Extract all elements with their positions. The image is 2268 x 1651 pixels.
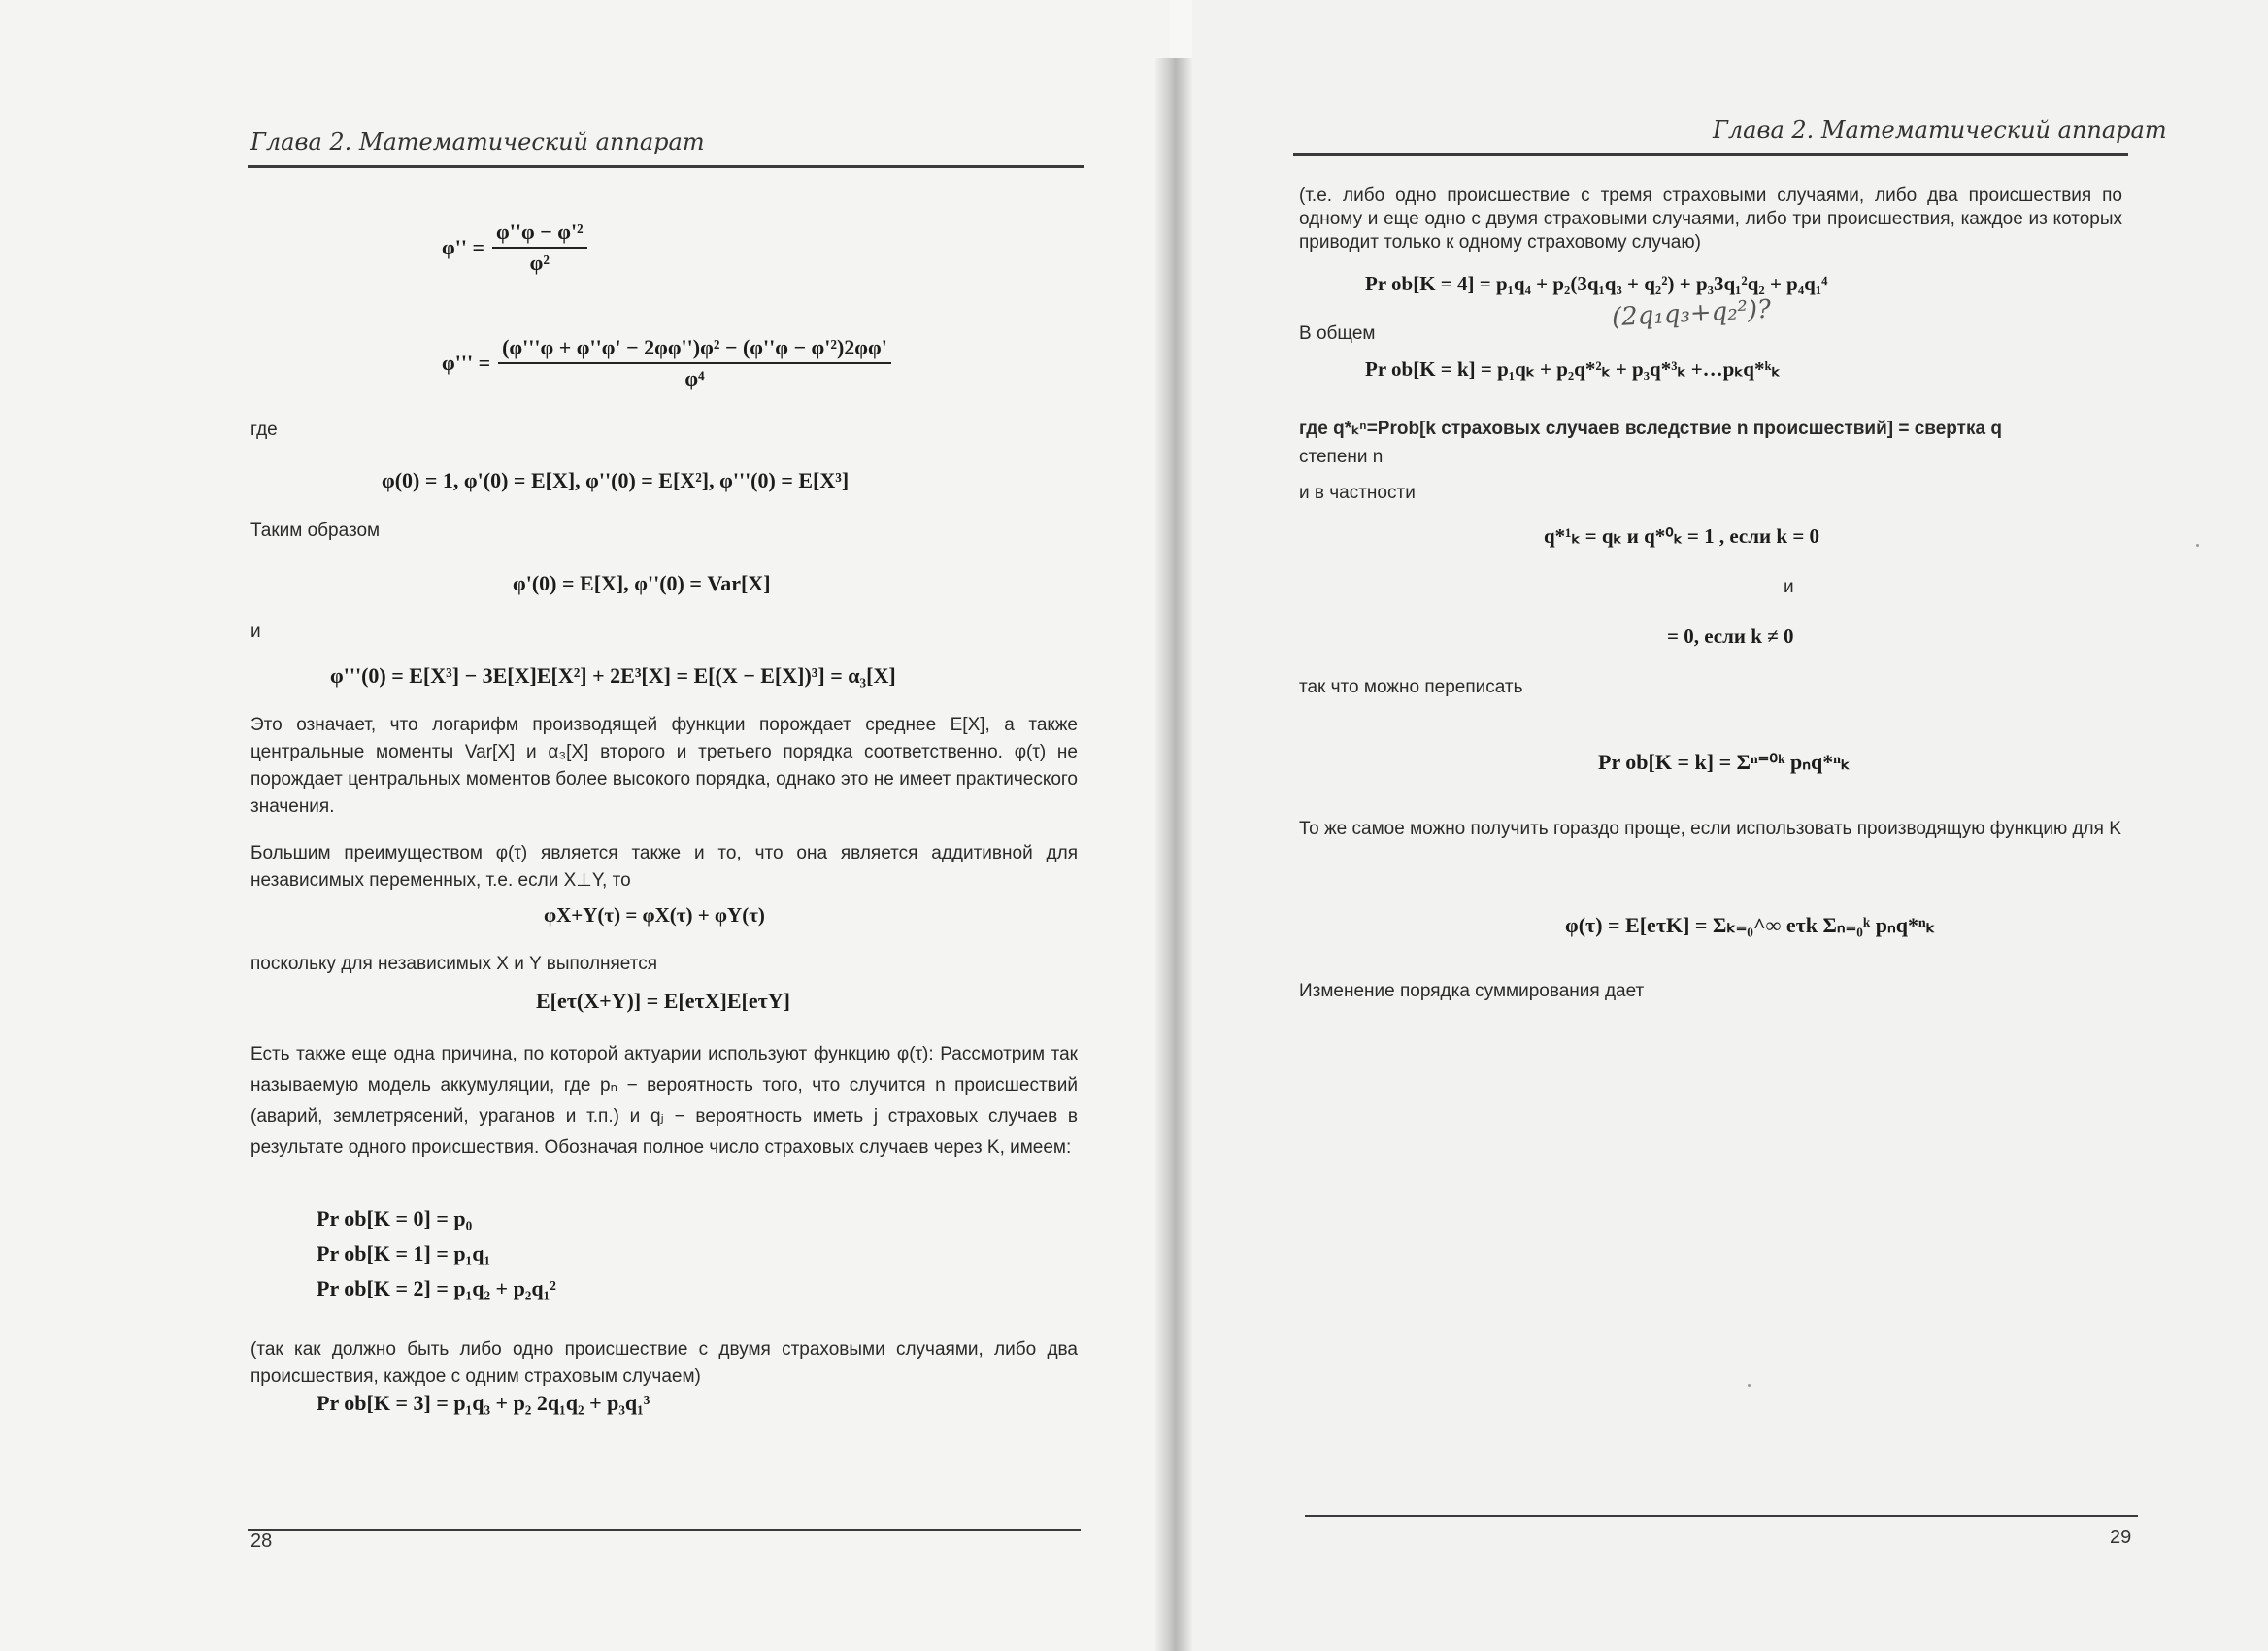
label-in-general: В общем (1299, 323, 1376, 344)
right-running-header: Глава 2. Математический аппарат (1713, 117, 2167, 144)
text-where-convolution: где q*ₖⁿ=Prob[k страховых случаев вследствие n происшествий] = свертка q (1299, 419, 2002, 439)
formula-special-case-2: = 0, если k ≠ 0 (1667, 624, 1794, 648)
formula-prob-k0: Pr ob[K = 0] = p₀ (317, 1206, 473, 1230)
formula-independence: E[eτ(X+Y)] = E[eτX]E[eτY] (536, 989, 790, 1013)
formula-third-moment: φ'''(0) = E[X³] − 3E[X]E[X²] + 2E³[X] = E[(X − E[X])³] = α₃[X] (330, 663, 896, 688)
scan-speck (2196, 544, 2199, 547)
scan-speck (1748, 1384, 1751, 1387)
text-can-rewrite: так что можно переписать (1299, 677, 1523, 697)
formula-prob-k4: Pr ob[K = 4] = p₁q₄ + p₂(3q₁q₃ + q₂²) + p₃3q₁²q₂ + p₄q₁⁴ (1365, 272, 1828, 295)
paragraph-independent: поскольку для независимых X и Y выполняется (250, 954, 658, 974)
book-spine-shadow (1155, 58, 1192, 1651)
formula-mean-var: φ'(0) = E[X], φ''(0) = Var[X] (513, 571, 771, 595)
paragraph-two-events: (так как должно быть либо одно происшествие с двумя страховыми случаями, либо два происшествия, каждое с одним страховым случаем) (250, 1339, 1078, 1387)
paragraph-additivity: Большим преимуществом φ(τ) является также и то, что она является аддитивной для независимых переменных, т.е. если X⊥Y, то (250, 843, 1078, 891)
paragraph-log-generating: Это означает, что логарифм производящей функции порождает среднее E[X], а также центральные моменты Var[X] и α₃[X] второго и третьего порядка соответственно. φ(τ) не порождает центральных моментов более высокого порядка, однако это не имеет практического значения. (250, 715, 1078, 817)
label-in-particular: и в частности (1299, 483, 1416, 503)
left-page-number: 28 (250, 1531, 273, 1552)
label-and: и (250, 622, 261, 642)
formula-prob-k3: Pr ob[K = 3] = p₁q₃ + p₂ 2q₁q₂ + p₃q₁³ (317, 1391, 650, 1415)
left-header-rule (248, 165, 1084, 168)
right-header-rule (1293, 153, 2128, 156)
text-change-order: Изменение порядка суммирования дает (1299, 981, 1645, 1001)
label-where: где (250, 420, 278, 440)
handwritten-note: (2q₁q₃+q₂²)? (1611, 294, 1772, 333)
right-page-number: 29 (2110, 1527, 2132, 1548)
text-power-n: степени n (1299, 447, 1384, 467)
formula-moments: φ(0) = 1, φ'(0) = E[X], φ''(0) = E[X²], φ'''(0) = E[X³] (382, 468, 850, 492)
formula-phi-third-derivative: φ''' = $\frac{\text{(φ'''φ + φ''φ' − 2φφ'')φ² − (φ''φ − φ'²)2φφ'}}{\text{φ⁴}}$ (442, 335, 891, 391)
formula-prob-k2: Pr ob[K = 2] = p₁q₂ + p₂q₁² (317, 1276, 556, 1300)
paragraph-simpler-way: То же самое можно получить гораздо проще, если использовать производящую функцию для K (1299, 819, 2121, 839)
formula-phi-second-derivative: φ'' = $\frac{\text{φ''φ − φ'²}}{\text{φ²}}$ (442, 219, 587, 276)
formula-additive: φX+Y(τ) = φX(τ) + φY(τ) (544, 903, 765, 927)
formula-prob-sum: Pr ob[K = k] = Σⁿ⁼⁰ᵏ pₙq*ⁿₖ (1598, 750, 1851, 774)
label-and-right: и (1784, 577, 1794, 597)
right-page (1192, 0, 2268, 1651)
formula-prob-k1: Pr ob[K = 1] = p₁q₁ (317, 1241, 491, 1265)
label-thus: Таким образом (250, 521, 381, 541)
left-running-header: Глава 2. Математический аппарат (250, 128, 705, 155)
formula-special-case-1: q*¹ₖ = qₖ и q*⁰ₖ = 1 , если k = 0 (1544, 524, 1820, 548)
formula-prob-k-general: Pr ob[K = k] = p₁qₖ + p₂q*²ₖ + p₃q*³ₖ +…pₖq*ᵏₖ (1365, 357, 1781, 381)
left-footer-rule (248, 1529, 1081, 1531)
paragraph-three-cases: (т.е. либо одно происшествие с тремя страховыми случаями, либо два происшествия по одному и еще одно с двумя страховыми случаями, либо три происшествия, каждое из которых приводит только к одному страховому случаю) (1299, 185, 2122, 253)
paragraph-accumulation-model: Есть также еще одна причина, по которой актуарии используют функцию φ(τ): Рассмотрим так называемую модель аккумуляции, где pₙ − вероятность того, что случится n происшествий (аварий, землетрясений, ураганов и т.п.) и qⱼ − вероятность иметь j страховых случаев в результате одного происшествия. Обозначая полное число страховых случаев через K, имеем: (250, 1044, 1078, 1158)
formula-generating-function: φ(τ) = E[eτK] = Σₖ₌₀^∞ eτk Σₙ₌₀ᵏ pₙq*ⁿₖ (1565, 913, 1936, 937)
right-footer-rule (1305, 1515, 2138, 1517)
